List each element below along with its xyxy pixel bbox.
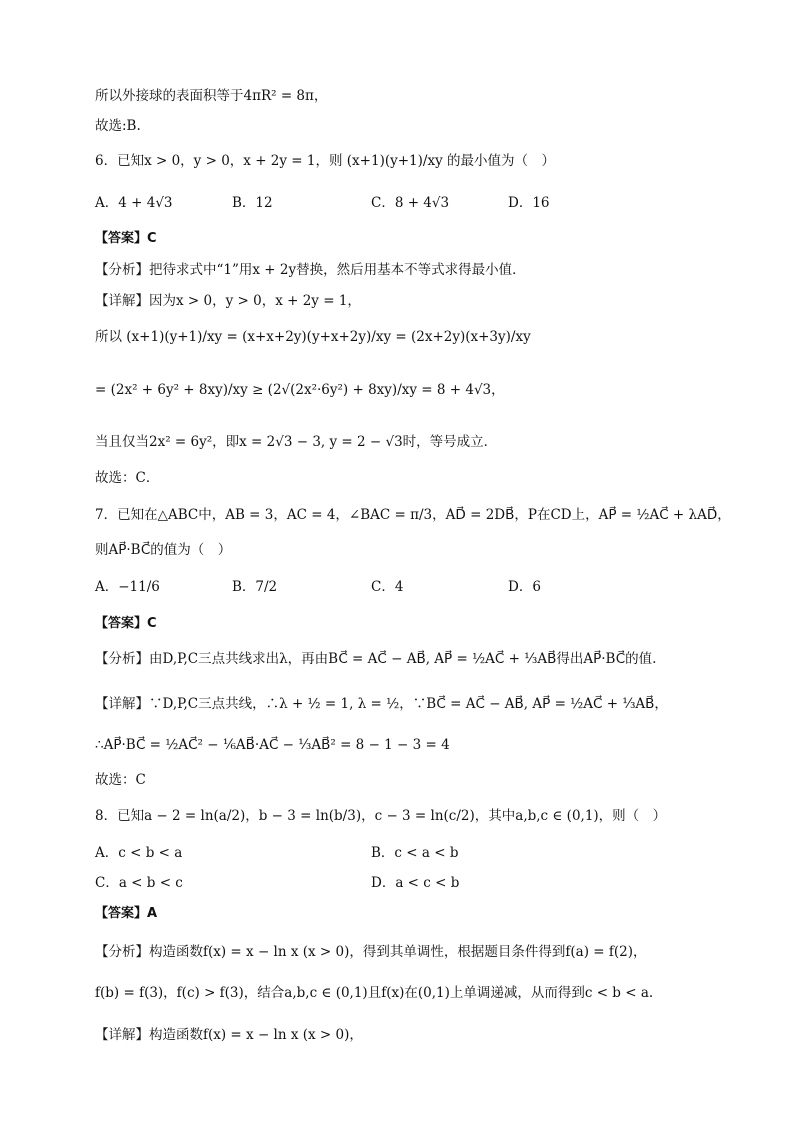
option-c: C．8 + 4√3	[371, 195, 450, 211]
equation: = (2x² + 6y² + 8xy)/xy ≥ (2√(2x²·6y²) + 8xy)/xy = 8 + 4√3，	[95, 382, 505, 398]
detail: 【详解】因为x > 0，y > 0，x + 2y = 1，	[95, 293, 361, 309]
option-c: C．4	[371, 579, 404, 595]
option-a: A．−11/6	[95, 579, 160, 595]
question-7: 7．已知在△ABC中，AB = 3，AC = 4，∠BAC = π/3，AD⃗ = 2DB⃗，P在CD上，AP⃗ = ½AC⃗ + λAD⃗，	[95, 507, 731, 523]
answer: 【答案】A	[95, 906, 158, 921]
option-a: A．4 + 4√3	[95, 195, 173, 211]
text-line: 故选：C．	[95, 470, 160, 486]
equation: 所以 (x+1)(y+1)/xy = (x+x+2y)(y+x+2y)/xy = (2x+2y)(x+3y)/xy	[95, 329, 531, 345]
option-d: D．a < c < b	[371, 875, 460, 891]
option-b: B．7/2	[232, 579, 278, 595]
option-c: C．a < b < c	[95, 875, 183, 891]
question-6: 6．已知x > 0，y > 0，x + 2y = 1，则 (x+1)(y+1)/xy 的最小值为（ ）	[95, 153, 555, 169]
option-a: A．c < b < a	[95, 845, 183, 861]
analysis: 【分析】由D,P,C三点共线求出λ，再由BC⃗ = AC⃗ − AB⃗, AP⃗ = ½AC⃗ + ⅓AB⃗得出AP⃗·BC⃗的值.	[95, 651, 657, 667]
equation: ∴AP⃗·BC⃗ = ½AC⃗² − ⅙AB⃗·AC⃗ − ⅓AB⃗² = 8 − 1 − 3 = 4	[95, 737, 450, 753]
text-line: 所以外接球的表面积等于4πR² = 8π，	[95, 88, 328, 104]
text-line: 当且仅当2x² = 6y²，即x = 2√3 − 3, y = 2 − √3时，等号成立．	[95, 434, 498, 450]
question-7-cont: 则AP⃗·BC⃗的值为（ ）	[95, 542, 232, 558]
question-8: 8．已知a − 2 = ln(a/2)，b − 3 = ln(b/3)，c − 3 = ln(c/2)，其中a,b,c ∈ (0,1)，则（ ）	[95, 808, 667, 824]
text-line: 故选：C	[95, 772, 146, 788]
analysis: 【分析】把待求式中“1”用x + 2y替换，然后用基本不等式求得最小值．	[95, 262, 526, 278]
analysis-cont: f(b) = f(3)，f(c) > f(3)，结合a,b,c ∈ (0,1)且f(x)在(0,1)上单调递减，从而得到c < b < a.	[95, 985, 654, 1001]
option-d: D．6	[508, 579, 541, 595]
option-d: D．16	[508, 195, 550, 211]
detail: 【详解】∵D,P,C三点共线，∴λ + ½ = 1, λ = ½，∵BC⃗ = AC⃗ − AB⃗, AP⃗ = ½AC⃗ + ⅓AB⃗，	[95, 696, 668, 712]
option-b: B．c < a < b	[371, 845, 459, 861]
answer: 【答案】C	[95, 231, 157, 246]
text-line: 故选:B.	[95, 118, 141, 134]
answer: 【答案】C	[95, 616, 157, 631]
detail: 【详解】构造函数f(x) = x − ln x (x > 0)，	[95, 1027, 363, 1043]
option-b: B．12	[232, 195, 273, 211]
analysis: 【分析】构造函数f(x) = x − ln x (x > 0)，得到其单调性，根据题目条件得到f(a) = f(2)，	[95, 944, 647, 960]
